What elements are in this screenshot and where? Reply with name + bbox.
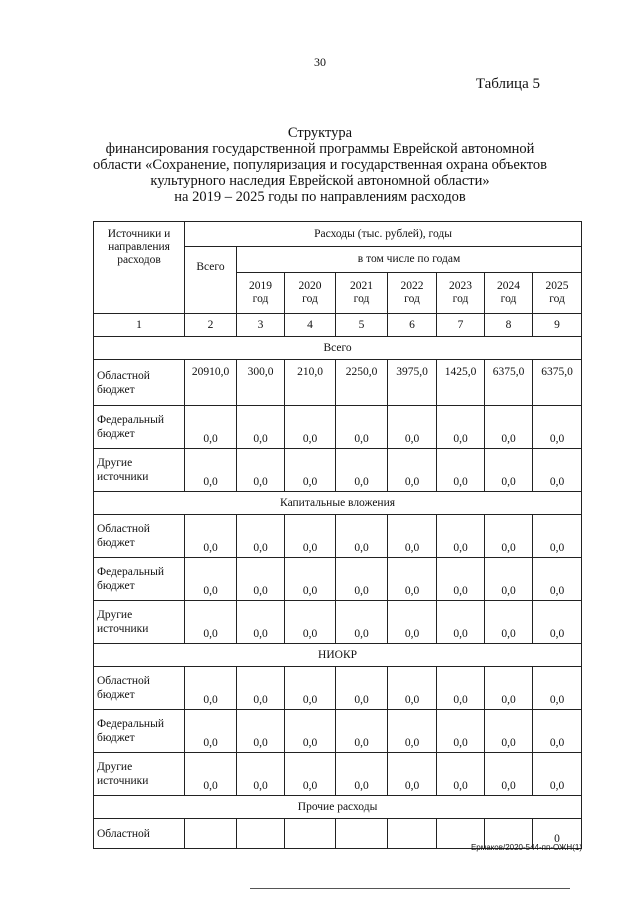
year-suffix: год bbox=[252, 293, 269, 305]
cell-value: 0,0 bbox=[336, 753, 388, 796]
cell-value: 0,0 bbox=[285, 558, 336, 601]
document-title bbox=[60, 125, 580, 205]
column-number: 7 bbox=[437, 314, 485, 337]
cell-value: 0,0 bbox=[388, 449, 437, 492]
cell-value: 0,0 bbox=[237, 558, 285, 601]
cell-value: 0,0 bbox=[185, 601, 237, 644]
column-number: 1 bbox=[94, 314, 185, 337]
cell-value: 3975,0 bbox=[388, 360, 437, 406]
title-line: области «Сохранение, популяризация и государственная охрана объектов bbox=[93, 157, 547, 173]
table-row bbox=[94, 710, 582, 753]
cell-value: 0,0 bbox=[485, 601, 533, 644]
cell-value: 0,0 bbox=[437, 449, 485, 492]
table-row bbox=[94, 601, 582, 644]
cell-value: 0,0 bbox=[533, 515, 582, 558]
cell-value: 0,0 bbox=[485, 558, 533, 601]
year-value: 2021 bbox=[350, 280, 373, 292]
cell-value: 0,0 bbox=[336, 710, 388, 753]
row-label: Областной бюджет bbox=[94, 515, 185, 558]
table-label: Таблица 5 bbox=[475, 76, 540, 92]
header-year-2 bbox=[336, 273, 388, 314]
year-suffix: год bbox=[353, 293, 370, 305]
cell-value: 0,0 bbox=[437, 515, 485, 558]
year-value: 2025 bbox=[545, 280, 569, 292]
footer-line bbox=[250, 888, 570, 889]
cell-value: 0,0 bbox=[388, 558, 437, 601]
column-number: 8 bbox=[485, 314, 533, 337]
cell-value: 0,0 bbox=[185, 406, 237, 449]
cell-value: 20910,0 bbox=[185, 360, 237, 406]
cell-value: 0,0 bbox=[388, 667, 437, 710]
year-value: 2022 bbox=[400, 280, 424, 292]
row-label: Федеральный бюджет bbox=[94, 406, 185, 449]
column-number: 3 bbox=[237, 314, 285, 337]
cell-value: 0,0 bbox=[185, 449, 237, 492]
section-title: Всего bbox=[94, 337, 582, 360]
year-suffix: год bbox=[452, 293, 469, 305]
column-number: 5 bbox=[336, 314, 388, 337]
cell-value: 0,0 bbox=[336, 406, 388, 449]
column-number: 9 bbox=[533, 314, 582, 337]
title-line: культурного наследия Еврейской автономной области» bbox=[150, 173, 490, 189]
row-label: Областной бюджет bbox=[94, 667, 185, 710]
cell-value: 0 bbox=[533, 819, 582, 849]
cell-value: 0,0 bbox=[388, 515, 437, 558]
header-year-1 bbox=[285, 273, 336, 314]
cell-value: 0,0 bbox=[336, 515, 388, 558]
title-line: Структура bbox=[287, 125, 353, 141]
cell-value: 0,0 bbox=[336, 601, 388, 644]
cell-value: 0,0 bbox=[485, 710, 533, 753]
cell-value: 0,0 bbox=[336, 449, 388, 492]
cell-value bbox=[237, 819, 285, 849]
header-expenses: Расходы (тыс. рублей), годы bbox=[185, 222, 582, 247]
financing-table bbox=[93, 221, 582, 849]
cell-value: 0,0 bbox=[485, 449, 533, 492]
column-number: 2 bbox=[185, 314, 237, 337]
cell-value: 0,0 bbox=[388, 406, 437, 449]
title-line: финансирования государственной программы Еврейской автономной bbox=[105, 141, 535, 157]
cell-value: 0,0 bbox=[437, 710, 485, 753]
cell-value: 0,0 bbox=[237, 753, 285, 796]
cell-value: 0,0 bbox=[388, 753, 437, 796]
year-value: 2024 bbox=[497, 280, 520, 292]
row-label: Федеральный бюджет bbox=[94, 558, 185, 601]
header-year-4 bbox=[437, 273, 485, 314]
cell-value: 0,0 bbox=[185, 667, 237, 710]
year-value: 2020 bbox=[298, 280, 322, 292]
cell-value: 6375,0 bbox=[533, 360, 582, 406]
cell-value: 0,0 bbox=[185, 753, 237, 796]
year-value: 2019 bbox=[249, 280, 272, 292]
cell-value: 0,0 bbox=[533, 558, 582, 601]
cell-value: 0,0 bbox=[285, 449, 336, 492]
year-suffix: год bbox=[549, 293, 565, 305]
cell-value: 0,0 bbox=[237, 515, 285, 558]
table-row bbox=[94, 667, 582, 710]
header-year-0 bbox=[237, 273, 285, 314]
cell-value: 210,0 bbox=[285, 360, 336, 406]
cell-value: 0,0 bbox=[285, 753, 336, 796]
title-line: на 2019 – 2025 годы по направлениям расходов bbox=[174, 189, 466, 205]
cell-value: 0,0 bbox=[533, 667, 582, 710]
cell-value bbox=[285, 819, 336, 849]
header-sources: Источники и направления расходов bbox=[94, 222, 185, 314]
cell-value: 0,0 bbox=[533, 449, 582, 492]
header-total: Всего bbox=[185, 247, 237, 314]
cell-value: 0,0 bbox=[285, 710, 336, 753]
cell-value: 0,0 bbox=[185, 515, 237, 558]
row-label: Областной бюджет bbox=[94, 360, 185, 406]
cell-value: 0,0 bbox=[485, 753, 533, 796]
row-label: Другие источники bbox=[94, 449, 185, 492]
cell-value: 0,0 bbox=[237, 667, 285, 710]
row-label: Другие источники bbox=[94, 753, 185, 796]
row-label: Другие источники bbox=[94, 601, 185, 644]
year-suffix: год bbox=[302, 293, 318, 305]
cell-value: 0,0 bbox=[285, 406, 336, 449]
cell-value: 0,0 bbox=[185, 710, 237, 753]
year-value: 2023 bbox=[449, 280, 472, 292]
column-number: 6 bbox=[388, 314, 437, 337]
cell-value bbox=[388, 819, 437, 849]
cell-value: 0,0 bbox=[485, 406, 533, 449]
section-title: НИОКР bbox=[94, 644, 582, 667]
table-row bbox=[94, 753, 582, 796]
header-by-years: в том числе по годам bbox=[237, 247, 582, 273]
table-row bbox=[94, 558, 582, 601]
section-title: Прочие расходы bbox=[94, 796, 582, 819]
cell-value: 0,0 bbox=[437, 667, 485, 710]
cell-value: 0,0 bbox=[237, 406, 285, 449]
cell-value: 0,0 bbox=[336, 667, 388, 710]
cell-value bbox=[336, 819, 388, 849]
cell-value: 0,0 bbox=[437, 753, 485, 796]
header-year-5 bbox=[485, 273, 533, 314]
section-title: Капитальные вложения bbox=[94, 492, 582, 515]
table-row bbox=[94, 515, 582, 558]
cell-value: 0,0 bbox=[485, 515, 533, 558]
column-number: 4 bbox=[285, 314, 336, 337]
cell-value: 1425,0 bbox=[437, 360, 485, 406]
cell-value: 6375,0 bbox=[485, 360, 533, 406]
table-row bbox=[94, 360, 582, 406]
cell-value: 0,0 bbox=[185, 558, 237, 601]
table-row bbox=[94, 406, 582, 449]
cell-value: 2250,0 bbox=[336, 360, 388, 406]
cell-value: 0,0 bbox=[533, 601, 582, 644]
cell-value: 0,0 bbox=[533, 406, 582, 449]
cell-value: 0,0 bbox=[485, 667, 533, 710]
cell-value: 0,0 bbox=[285, 515, 336, 558]
cell-value: 0,0 bbox=[336, 558, 388, 601]
cell-value: 0,0 bbox=[285, 667, 336, 710]
cell-value: 300,0 bbox=[237, 360, 285, 406]
cell-value: 0,0 bbox=[388, 710, 437, 753]
year-suffix: год bbox=[404, 293, 420, 305]
cell-value: 0,0 bbox=[285, 601, 336, 644]
cell-value: 0,0 bbox=[437, 601, 485, 644]
cell-value: 0,0 bbox=[237, 449, 285, 492]
cell-value: 0,0 bbox=[437, 558, 485, 601]
cell-value: 0,0 bbox=[533, 710, 582, 753]
page-number: 30 bbox=[314, 55, 326, 69]
row-label: Областной bbox=[94, 819, 185, 849]
cell-value: 0,0 bbox=[388, 601, 437, 644]
cell-value: 0,0 bbox=[533, 753, 582, 796]
cell-value: 0,0 bbox=[237, 710, 285, 753]
cell-value bbox=[185, 819, 237, 849]
year-suffix: год bbox=[500, 293, 517, 305]
header-year-6 bbox=[533, 273, 582, 314]
cell-value: 0,0 bbox=[437, 406, 485, 449]
footer-code: Ермаков/2020-544-пп-ОЖН(1) bbox=[470, 843, 582, 852]
cell-value: 0,0 bbox=[237, 601, 285, 644]
table-row bbox=[94, 449, 582, 492]
header-year-3 bbox=[388, 273, 437, 314]
row-label: Федеральный бюджет bbox=[94, 710, 185, 753]
